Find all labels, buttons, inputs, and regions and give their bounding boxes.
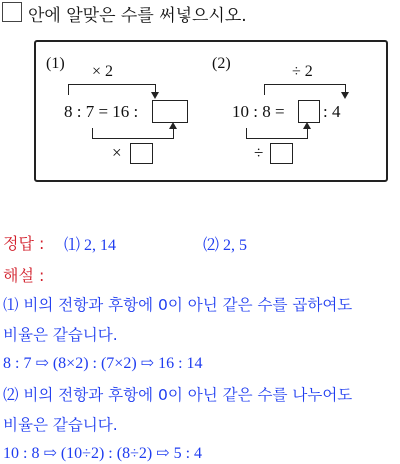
question-blank-box (2, 2, 22, 22)
problem2-bottom-arrowhead (303, 122, 311, 129)
problem1-bottom-arrowhead (169, 122, 177, 129)
explanation-line3: 8 : 7 ⇨ (8×2) : (7×2) ⇨ 16 : 14 (3, 355, 203, 372)
problem1-top-operation: × 2 (92, 63, 114, 80)
problem2-bottom-operation: ÷ (254, 143, 264, 162)
explanation-line4: ⑵ 비의 전항과 후항에 0이 아닌 같은 수를 나누어도 (3, 386, 353, 404)
problem1-top-arrowhead (151, 92, 159, 99)
answer-part1: ⑴ 2, 14 (64, 237, 117, 254)
explanation-line6: 10 : 8 ⇨ (10÷2) : (8÷2) ⇨ 5 : 4 (3, 445, 203, 462)
problem2-equation-right: : 4 (323, 102, 341, 121)
explanation-line5: 비율은 같습니다. (3, 416, 118, 434)
problem1-label: (1) (46, 55, 65, 72)
problem1-top-arrow-line (68, 84, 156, 95)
problem1-bottom-arrow-line (92, 128, 174, 139)
problem2-equation-left: 10 : 8 = (232, 102, 285, 121)
problem1-equation: 8 : 7 = 16 : (64, 102, 139, 121)
answer-label: 정답 : (3, 234, 45, 253)
explanation-line2: 비율은 같습니다. (3, 326, 118, 344)
problem2-bottom-arrow-line (246, 128, 308, 139)
answer-part2: ⑵ 2, 5 (203, 237, 248, 254)
problem2-top-arrow-line (264, 84, 346, 95)
problem2-top-operation: ÷ 2 (292, 63, 313, 80)
problem2-divisor-box (270, 143, 293, 164)
explanation-label: 해설 : (3, 266, 45, 285)
problem2-answer-box (298, 100, 320, 123)
problem1-answer-box (152, 100, 188, 123)
question-text: 안에 알맞은 수를 써넣으시오. (28, 6, 247, 26)
problem2-label: (2) (212, 55, 231, 72)
explanation-line1: ⑴ 비의 전항과 후항에 0이 아닌 같은 수를 곱하여도 (3, 296, 353, 314)
problem2-top-arrowhead (341, 92, 349, 99)
problem1-multiplier-box (130, 143, 153, 164)
problem1-bottom-operation: × (112, 143, 122, 162)
